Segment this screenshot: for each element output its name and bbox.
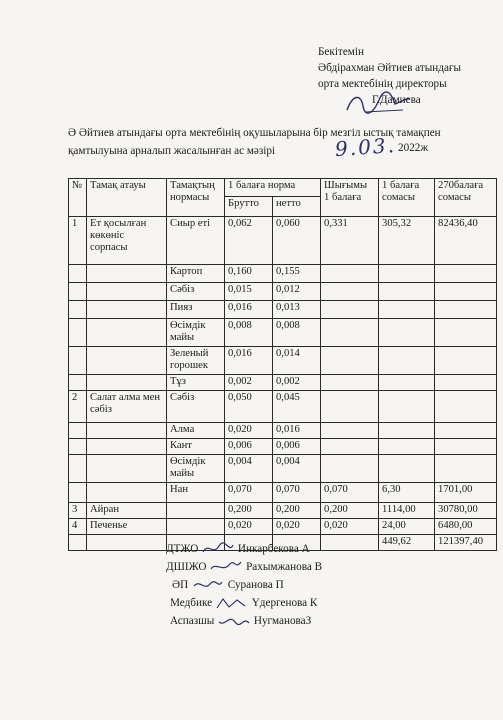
signature-row xyxy=(166,558,322,576)
cell-product: Сәбіз xyxy=(167,391,225,423)
cell-expense xyxy=(321,265,379,283)
cell-num xyxy=(69,375,87,391)
approval-title: Бекітемін xyxy=(318,46,364,58)
cell-num xyxy=(69,483,87,503)
cell-expense xyxy=(321,375,379,391)
cell-netto: 0,070 xyxy=(273,483,321,503)
cell-dish xyxy=(87,483,167,503)
cell-brutto: 0,020 xyxy=(225,423,273,439)
cell-cost270 xyxy=(435,283,497,301)
cell-product: Нан xyxy=(167,483,225,503)
cell-dish xyxy=(87,375,167,391)
header-norm: 1 балаға норма xyxy=(225,179,321,197)
cell-expense: 0,070 xyxy=(321,483,379,503)
signature-row xyxy=(166,540,322,558)
cell-num: 4 xyxy=(69,519,87,535)
signature-name: Рахымжанова В xyxy=(246,561,323,573)
cell-netto: 0,060 xyxy=(273,217,321,265)
cell-cost1: 6,30 xyxy=(379,483,435,503)
table-row xyxy=(69,217,497,265)
cell-cost1 xyxy=(379,265,435,283)
table-row xyxy=(69,439,497,455)
cell-brutto: 0,160 xyxy=(225,265,273,283)
cell-cost1: 449,62 xyxy=(379,535,435,551)
cell-brutto: 0,020 xyxy=(225,519,273,535)
cell-product: Өсімдік майы xyxy=(167,455,225,483)
cell-dish xyxy=(87,265,167,283)
cell-expense: 0,331 xyxy=(321,217,379,265)
table-row xyxy=(69,375,497,391)
cell-product: Зеленый горошек xyxy=(167,347,225,375)
cell-netto: 0,006 xyxy=(273,439,321,455)
cell-num xyxy=(69,439,87,455)
cell-dish xyxy=(87,423,167,439)
cell-product: Кант xyxy=(167,439,225,455)
cell-cost270: 1701,00 xyxy=(435,483,497,503)
cell-netto: 0,013 xyxy=(273,301,321,319)
cell-cost270: 6480,00 xyxy=(435,519,497,535)
table-row xyxy=(69,423,497,439)
header-netto: нетто xyxy=(273,197,321,217)
cell-dish: Печенье xyxy=(87,519,167,535)
cell-num: 1 xyxy=(69,217,87,265)
signature-name: Үдергенова К xyxy=(251,597,318,609)
cell-brutto: 0,002 xyxy=(225,375,273,391)
cell-product: Картоп xyxy=(167,265,225,283)
signature-role: Медбике xyxy=(170,597,213,609)
signature-role: Аспазшы xyxy=(170,615,215,627)
cell-expense xyxy=(321,423,379,439)
signature-scribble xyxy=(191,578,225,592)
cell-cost1 xyxy=(379,283,435,301)
cell-netto: 0,020 xyxy=(273,519,321,535)
cell-product: Сәбіз xyxy=(167,283,225,301)
cell-dish xyxy=(87,535,167,551)
signatures-block xyxy=(166,540,322,630)
cell-dish: Ет қосылған көкөніс сорпасы xyxy=(87,217,167,265)
cell-dish xyxy=(87,455,167,483)
cell-netto: 0,002 xyxy=(273,375,321,391)
header-expense: Шығымы 1 балаға xyxy=(321,179,379,217)
header-brutto: Брутто xyxy=(225,197,273,217)
cell-netto: 0,004 xyxy=(273,455,321,483)
cell-brutto: 0,050 xyxy=(225,391,273,423)
table-row xyxy=(69,319,497,347)
cell-netto: 0,155 xyxy=(273,265,321,283)
cell-expense xyxy=(321,391,379,423)
cell-cost1: 24,00 xyxy=(379,519,435,535)
cell-cost1: 305,32 xyxy=(379,217,435,265)
cell-dish xyxy=(87,301,167,319)
cell-num xyxy=(69,265,87,283)
cell-cost1 xyxy=(379,347,435,375)
cell-expense xyxy=(321,301,379,319)
cell-netto: 0,016 xyxy=(273,423,321,439)
cell-product: Сиыр еті xyxy=(167,217,225,265)
cell-cost1 xyxy=(379,455,435,483)
cell-brutto: 0,016 xyxy=(225,301,273,319)
cell-cost1 xyxy=(379,439,435,455)
signature-scribble xyxy=(217,614,251,628)
signature-role: ДТЖО xyxy=(166,543,199,555)
cell-cost1 xyxy=(379,375,435,391)
signature-role: ДШІЖО xyxy=(166,561,207,573)
table-row xyxy=(69,283,497,301)
cell-brutto: 0,200 xyxy=(225,503,273,519)
approval-line-2: орта мектебінің директоры xyxy=(318,78,447,90)
cell-expense xyxy=(321,455,379,483)
cell-dish xyxy=(87,319,167,347)
cell-cost270 xyxy=(435,301,497,319)
cell-netto: 0,012 xyxy=(273,283,321,301)
cell-product xyxy=(167,503,225,519)
director-name: Г.Дамиева xyxy=(372,94,421,106)
cell-cost1 xyxy=(379,319,435,347)
cell-cost270 xyxy=(435,319,497,347)
header-product: Тамақтың нормасы xyxy=(167,179,225,217)
table-row xyxy=(69,519,497,535)
cell-num xyxy=(69,423,87,439)
cell-brutto: 0,062 xyxy=(225,217,273,265)
table-row xyxy=(69,503,497,519)
menu-table xyxy=(68,178,497,551)
cell-expense xyxy=(321,439,379,455)
cell-dish xyxy=(87,347,167,375)
cell-num: 3 xyxy=(69,503,87,519)
header-num: № xyxy=(69,179,87,217)
document-year: 2022ж xyxy=(398,142,429,154)
cell-cost270 xyxy=(435,391,497,423)
cell-cost1 xyxy=(379,423,435,439)
cell-product: Тұз xyxy=(167,375,225,391)
signature-role: ӘП xyxy=(172,579,189,591)
cell-product xyxy=(167,519,225,535)
table-row xyxy=(69,455,497,483)
cell-brutto: 0,004 xyxy=(225,455,273,483)
cell-expense: 0,200 xyxy=(321,503,379,519)
cell-dish: Салат алма мен сәбіз xyxy=(87,391,167,423)
cell-cost270 xyxy=(435,265,497,283)
cell-brutto: 0,006 xyxy=(225,439,273,455)
cell-expense xyxy=(321,535,379,551)
cell-product: Өсімдік майы xyxy=(167,319,225,347)
cell-netto: 0,014 xyxy=(273,347,321,375)
signature-name: Инкарбекова А xyxy=(237,543,310,555)
approval-line-1: Әбдірахман Әйтиев атындағы xyxy=(318,62,462,74)
cell-expense: 0,020 xyxy=(321,519,379,535)
cell-cost1 xyxy=(379,391,435,423)
cell-expense xyxy=(321,319,379,347)
table-row xyxy=(69,391,497,423)
cell-netto: 0,045 xyxy=(273,391,321,423)
cell-num xyxy=(69,347,87,375)
cell-dish: Айран xyxy=(87,503,167,519)
cell-num xyxy=(69,455,87,483)
cell-cost270: 82436,40 xyxy=(435,217,497,265)
table-row xyxy=(69,483,497,503)
cell-num xyxy=(69,319,87,347)
document-title-line-1: Ә Әйтиев атындағы орта мектебінің оқушыларына бір мезгіл ыстық тамақпен xyxy=(68,127,441,139)
header-cost1: 1 балаға сомасы xyxy=(379,179,435,217)
cell-cost270 xyxy=(435,375,497,391)
cell-num xyxy=(69,283,87,301)
table-row xyxy=(69,347,497,375)
header-dish: Тамақ атауы xyxy=(87,179,167,217)
table-header-row xyxy=(69,179,497,197)
signature-scribble xyxy=(215,596,249,610)
signature-name: НугмановаЗ xyxy=(253,615,312,627)
signature-row xyxy=(166,594,322,612)
cell-brutto: 0,070 xyxy=(225,483,273,503)
cell-cost270: 30780,00 xyxy=(435,503,497,519)
signature-scribble xyxy=(201,542,235,556)
cell-brutto: 0,016 xyxy=(225,347,273,375)
cell-brutto: 0,008 xyxy=(225,319,273,347)
table-row xyxy=(69,265,497,283)
cell-cost270 xyxy=(435,455,497,483)
cell-num: 2 xyxy=(69,391,87,423)
cell-product: Пияз xyxy=(167,301,225,319)
cell-netto: 0,008 xyxy=(273,319,321,347)
document-title-line-2: қамтылуына арналып жасалынған ас мәзірі xyxy=(68,145,276,157)
cell-cost1 xyxy=(379,301,435,319)
handwritten-date: 9.03. xyxy=(334,132,397,162)
cell-cost270 xyxy=(435,423,497,439)
cell-expense xyxy=(321,283,379,301)
table-row xyxy=(69,301,497,319)
cell-dish xyxy=(87,283,167,301)
cell-brutto: 0,015 xyxy=(225,283,273,301)
cell-netto: 0,200 xyxy=(273,503,321,519)
cell-cost1: 1114,00 xyxy=(379,503,435,519)
signature-name: Суранова П xyxy=(227,579,284,591)
cell-cost270: 121397,40 xyxy=(435,535,497,551)
cell-cost270 xyxy=(435,439,497,455)
director-signature xyxy=(343,88,413,118)
header-cost270: 270балаға сомасы xyxy=(435,179,497,217)
signature-scribble xyxy=(209,560,243,574)
cell-num xyxy=(69,301,87,319)
signature-row xyxy=(166,576,322,594)
cell-cost270 xyxy=(435,347,497,375)
signature-row xyxy=(166,612,322,630)
cell-product: Алма xyxy=(167,423,225,439)
cell-expense xyxy=(321,347,379,375)
cell-num xyxy=(69,535,87,551)
cell-dish xyxy=(87,439,167,455)
